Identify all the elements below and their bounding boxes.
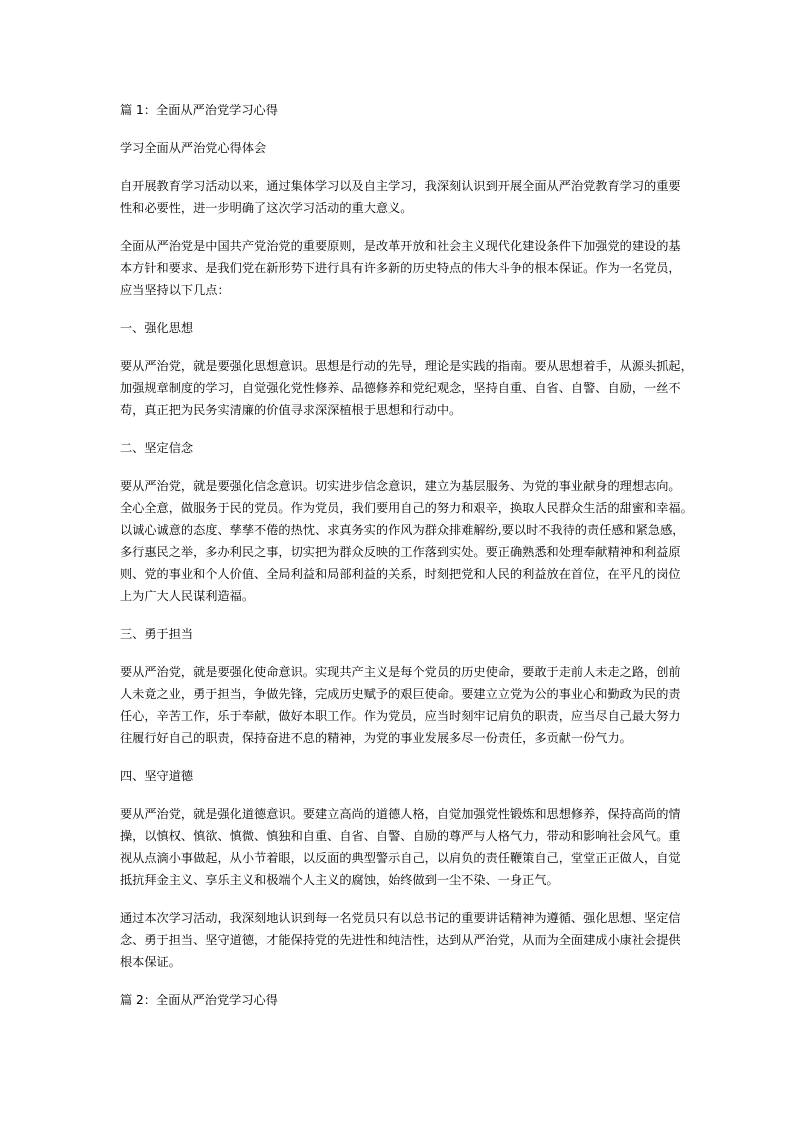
text-line: 抵抗拜金主义、享乐主义和极端个人主义的腐蚀，始终做到一尘不染、一身正气。: [120, 873, 559, 887]
text-line: 全面从严治党是中国共产党治党的重要原则，是改革开放和社会主义现代化建设条件下加强党的建设的基: [120, 239, 681, 253]
section-1-body: [120, 355, 693, 421]
conclusion-paragraph: [120, 907, 681, 973]
text-line: 应当坚持以下几点：: [120, 283, 230, 297]
spacer: [120, 219, 674, 235]
spacer: [120, 159, 674, 175]
text-line: 上为广大人民谋利造福。: [120, 589, 255, 603]
text-line: 操，以慎权、慎欲、慎微、慎独和自重、自省、自警、自励的尊严与人格气力，带动和影响社会风气。重: [120, 829, 681, 843]
text-line: 本方针和要求、是我们党在新形势下进行具有许多新的历史特点的伟大斗争的根本保证。作为一名党员，: [120, 261, 681, 275]
spacer: [120, 301, 674, 317]
spacer: [120, 645, 674, 661]
text-line: 往履行好自己的职责，保持奋进不息的精神，为党的事业发展多尽一份责任，多贡献一份气力。: [120, 731, 632, 745]
text-line: 则、党的事业和个人价值、全局利益和局部利益的关系，时刻把党和人民的利益放在首位，在平凡的岗位: [120, 567, 681, 581]
text-line: 要从严治党，就是强化道德意识。要建立高尚的道德人格，自觉加强党性锻炼和思想修养，保持高尚的情: [120, 807, 681, 821]
section-2-title: 二、坚定信念: [120, 441, 194, 455]
section-4-body: [120, 803, 681, 891]
section-1-title: 一、强化思想: [120, 321, 194, 335]
spacer: [120, 749, 674, 765]
text-line: 通过本次学习活动，我深刻地认识到每一名党员只有以总书记的重要讲话精神为遵循、强化思想、坚定信: [120, 911, 681, 925]
text-line: 视从点滴小事做起，从小节着眼，以反面的典型警示自己，以肩负的责任鞭策自己，堂堂正正做人，自觉: [120, 851, 681, 865]
text-line: 苟，真正把为民务实清廉的价值寻求深深植根于思想和行动中。: [120, 403, 462, 417]
text-line: 要从严治党，就是要强化使命意识。实现共产主义是每个党员的历史使命，要敢于走前人未走之路，创前: [120, 665, 681, 679]
principle-paragraph: [120, 235, 681, 301]
spacer: [120, 607, 674, 623]
text-line: 以诚心诚意的态度、孳孳不倦的热忱、求真务实的作风为群众排难解纷,要以时不我待的责任感和紧急感，: [120, 523, 685, 537]
text-line: 念、勇于担当、坚守道德，才能保持党的先进性和纯洁性，达到从严治党，从而为全面建成小康社会提供: [120, 933, 681, 947]
intro-paragraph: [120, 175, 681, 219]
text-line: 要从严治党，就是要强化信念意识。切实进步信念意识，建立为基层服务、为党的事业献身的理想志向。: [120, 479, 681, 493]
section-2-body: [120, 475, 693, 607]
text-line: 自开展教育学习活动以来，通过集体学习以及自主学习，我深刻认识到开展全面从严治党教育学习的重要: [120, 179, 681, 193]
spacer: [120, 973, 674, 989]
subheading: 学习全面从严治党心得体会: [120, 141, 267, 155]
section-3-body: [120, 661, 681, 749]
spacer: [120, 339, 674, 355]
section-3-title: 三、勇于担当: [120, 627, 194, 641]
text-line: 加强规章制度的学习，自觉强化党性修养、品德修养和党纪观念，坚持自重、自省、自警、自励，一丝不: [120, 381, 681, 395]
text-line: 多行惠民之举，多办利民之事，切实把为群众反映的工作落到实处。要正确熟悉和处理奉献精神和利益原: [120, 545, 681, 559]
spacer: [120, 459, 674, 475]
section-4-title: 四、坚守道德: [120, 769, 194, 783]
text-line: 要从严治党，就是要强化思想意识。思想是行动的先导，理论是实践的指南。要从思想着手，从源头抓起，: [120, 359, 693, 373]
spacer: [120, 891, 674, 907]
spacer: [120, 787, 674, 803]
article-2-heading: 篇 2：全面从严治党学习心得: [120, 993, 278, 1007]
text-line: 全心全意，做服务于民的党员。作为党员，我们要用自己的努力和艰辛，换取人民群众生活的甜蜜和幸福。: [120, 501, 693, 515]
article-1-heading: 篇 1：全面从严治党学习心得: [120, 103, 278, 117]
text-line: 任心，辛苦工作，乐于奉献，做好本职工作。作为党员，应当时刻牢记肩负的职责，应当尽自己最大努力: [120, 709, 681, 723]
text-line: 人未竟之业，勇于担当，争做先锋，完成历史赋予的艰巨使命。要建立立党为公的事业心和勤政为民的责: [120, 687, 681, 701]
text-line: 性和必要性，进一步明确了这次学习活动的重大意义。: [120, 201, 413, 215]
spacer: [120, 421, 674, 437]
text-line: 根本保证。: [120, 955, 181, 969]
spacer: [120, 121, 674, 137]
